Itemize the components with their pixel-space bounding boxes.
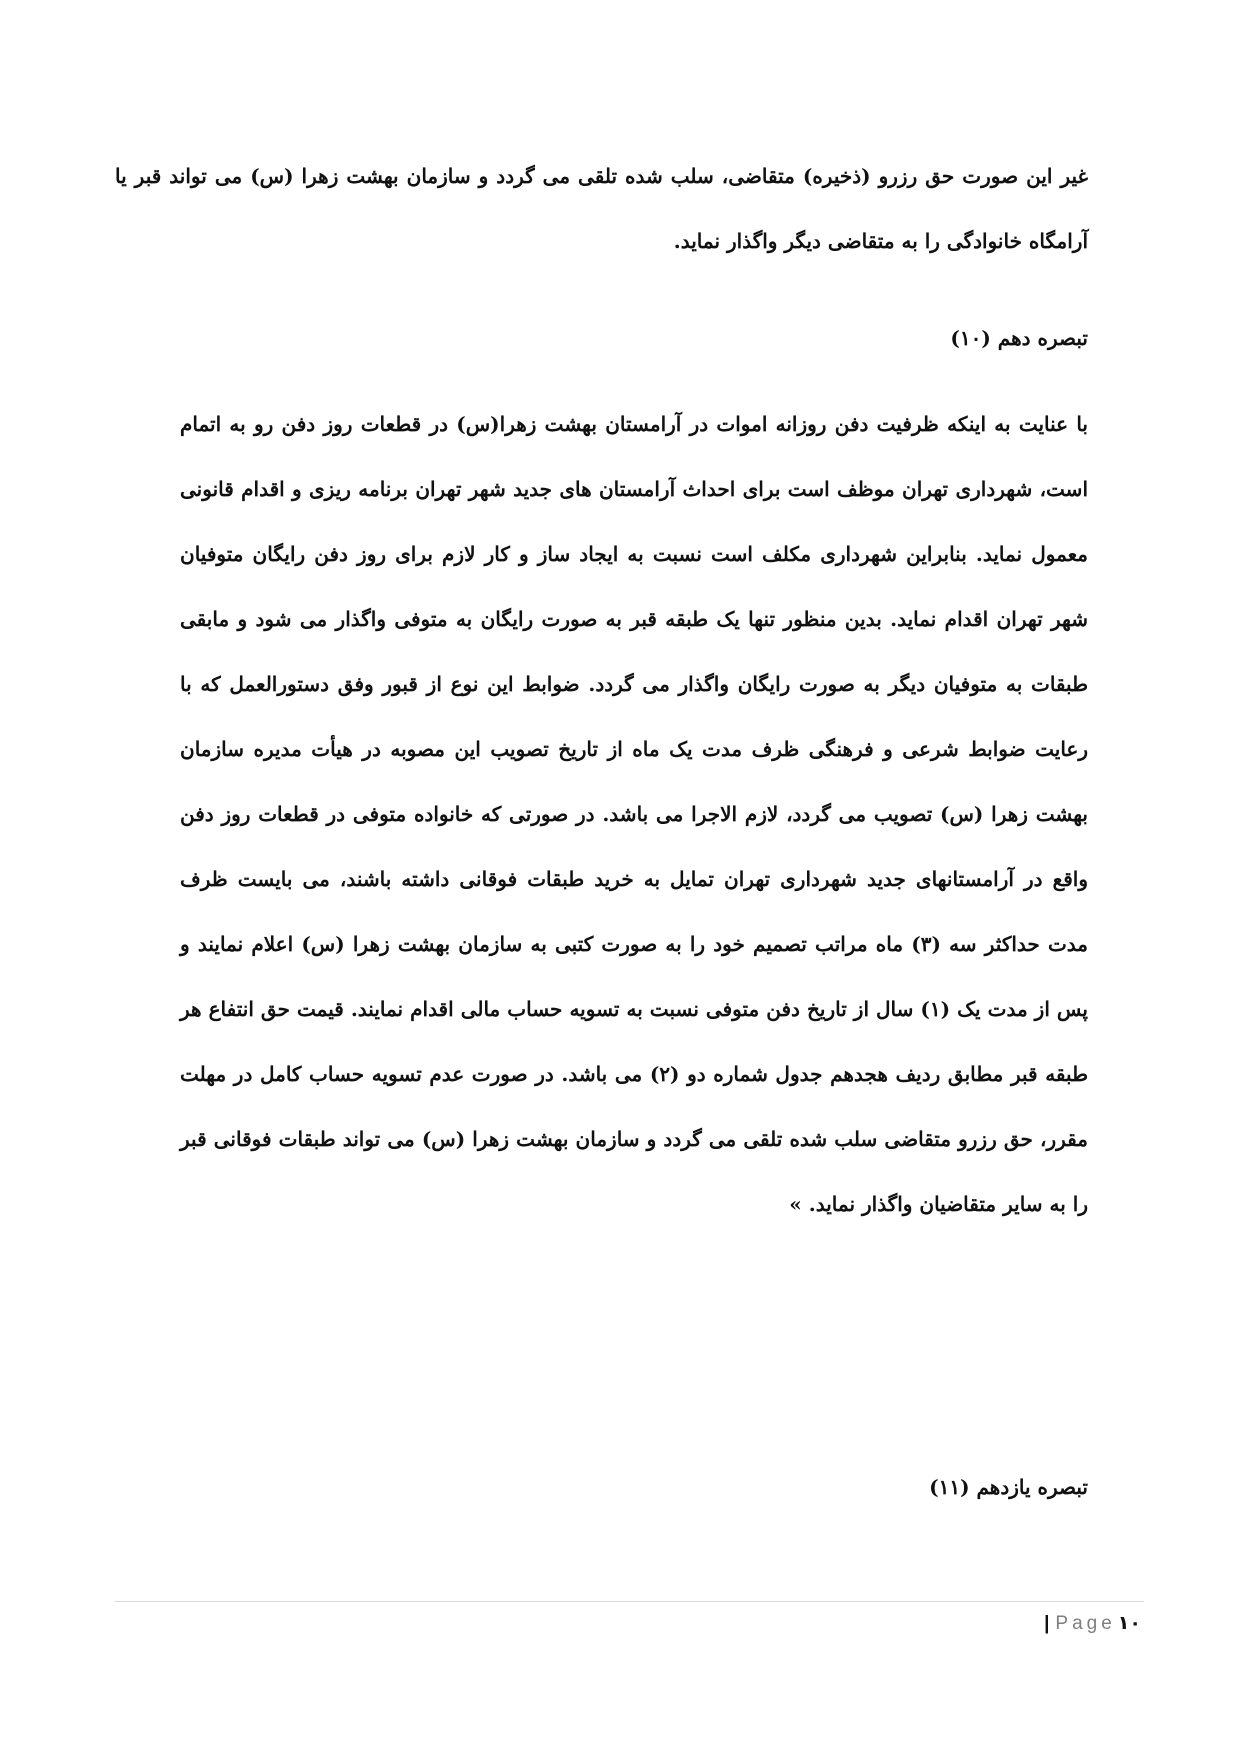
note-11-heading: تبصره یازدهم (۱۱) [929,1475,1088,1499]
note-10-heading: تبصره دهم (۱۰) [950,326,1088,350]
page-number: ۱۰ [1117,1612,1141,1634]
note-10-body: با عنایت به اینکه ظرفیت دفن روزانه اموات در آرامستان بهشت زهرا(س) در قطعات روز دفن رو به اتمام است، شهرداری تهران موظف است برای احداث آرامستان های جدید شهر تهران برنامه ریزی و اقدام قانونی معمول نماید. بنابراین شهرداری مکلف است نسبت به ایجاد ساز و کار لازم برای روز دفن رایگان متوفیان شهر تهران اقدام نماید. بدین منظور تنها یک طبقه قبر به صورت رایگان به متوفی واگذار می شود و مابقی طبقات به متوفیان دیگر به صورت رایگان واگذار می گردد. ضوابط این نوع از قبور وفق دستورالعمل که با رعایت ضوابط شرعی و فرهنگی ظرف مدت یک ماه از تاریخ تصویب این مصوبه در هیأت مدیره سازمان بهشت زهرا (س) تصویب می گردد، لازم الاجرا می باشد. در صورتی که خانواده متوفی در قطعات روز دفن واقع در آرامستانهای جدید شهرداری تهران تمایل به خرید طبقات فوقانی داشته باشند، می بایست ظرف مدت حداکثر سه (۳) ماه مراتب تصمیم خود را به صورت کتبی به سازمان بهشت زهرا (س) اعلام نمایند و پس از مدت یک (۱) سال از تاریخ دفن متوفی نسبت به تسویه حساب مالی اقدام نمایند. قیمت حق انتفاع هر طبقه قبر مطابق ردیف هجدهم جدول شماره دو (۲) می باشد. در صورت عدم تسویه حساب کامل در مهلت مقرر، حق رزرو متقاضی سلب شده تلقی می گردد و سازمان بهشت زهرا (س) می تواند طبقات فوقانی قبر را به سایر متقاضیان واگذار نماید. » [180,412,1088,1216]
continuation-paragraph: غیر این صورت حق رزرو (ذخیره) متقاضی، سلب شده تلقی می گردد و سازمان بهشت زهرا (س) می تواند قبر یا آرامگاه خانوادگی را به متقاضی دیگر واگذار نماید. [115,164,1088,253]
page-label: Page [1055,1613,1116,1634]
page-footer [1044,1612,1141,1635]
footer-separator: | [1044,1613,1050,1634]
footer-divider [115,1601,1144,1602]
